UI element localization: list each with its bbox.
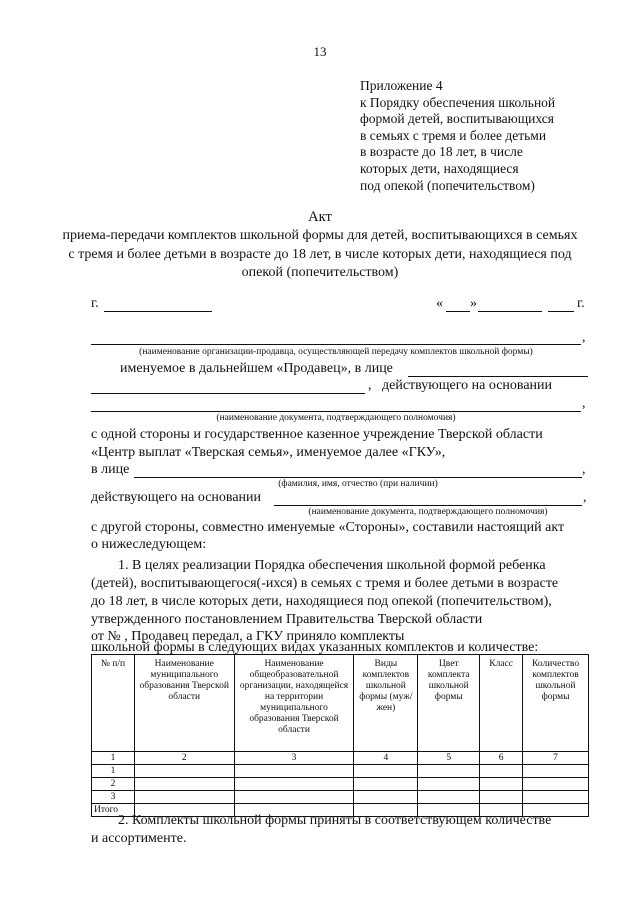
table-row xyxy=(92,778,589,791)
header-cell: Виды комплектов школьной формы (муж/жен) xyxy=(354,655,418,752)
item1-line: утвержденного постановлением Правительства Тверской области xyxy=(91,612,483,627)
appendix-line: к Порядку обеспечения школьной xyxy=(360,94,556,110)
seller-underline xyxy=(91,344,581,345)
appendix-line: в возрасте до 18 лет, в числе xyxy=(360,144,523,160)
date-day-underline xyxy=(446,311,470,312)
page-number: 13 xyxy=(313,44,327,59)
header-cell: Количество комплектов школьной формы xyxy=(523,655,589,752)
place-underline xyxy=(104,311,212,312)
table-cell xyxy=(354,791,418,804)
column-number: 3 xyxy=(234,752,354,765)
column-number: 4 xyxy=(354,752,418,765)
table-cell xyxy=(523,791,589,804)
row-number: 2 xyxy=(92,778,135,791)
date-year-underline xyxy=(548,311,574,312)
appendix-header xyxy=(360,78,555,194)
header-cell: Класс xyxy=(480,655,523,752)
item1-line: от № , Продавец передал, а ГКУ приняло комплекты xyxy=(91,629,405,644)
seller-caption: (наименование организации-продавца, осуществляющей передачу комплектов школьной формы) xyxy=(139,347,533,357)
item1-line: школьной формы в следующих видах указанных комплектов и количестве: xyxy=(91,640,539,655)
table-cell xyxy=(523,765,589,778)
appendix-line: которых дети, находящиеся xyxy=(360,160,519,176)
table-cell xyxy=(354,778,418,791)
table-cell xyxy=(234,778,354,791)
seller-person-underline-2 xyxy=(91,393,365,394)
other-side-text: с другой стороны, совместно именуемые «Стороны», составили настоящий акт xyxy=(91,520,565,535)
table-cell xyxy=(418,791,480,804)
other-side-text-2: о нижеследующем: xyxy=(91,537,207,552)
header-cell: № п/п xyxy=(92,655,135,752)
acting-basis: действующего на основании xyxy=(382,378,553,393)
year-suffix: г. xyxy=(577,296,585,311)
table-cell xyxy=(480,791,523,804)
item2-line: 2. Комплекты школьной формы приняты в соответствующем количестве xyxy=(118,813,552,828)
comma: , xyxy=(368,378,372,393)
table-cell xyxy=(134,778,234,791)
seller-line: именуемое в дальнейшем «Продавец», в лице xyxy=(120,361,393,376)
centre-text: «Центр выплат «Тверская семья», именуемое далее «ГКУ», xyxy=(91,445,446,460)
column-number: 1 xyxy=(92,752,135,765)
fio-underline xyxy=(134,477,582,478)
table-cell xyxy=(134,791,234,804)
column-number: 6 xyxy=(480,752,523,765)
comma: , xyxy=(582,396,586,411)
column-number-row xyxy=(92,752,589,765)
item1-line: (детей), воспитывающегося(-ихся) в семьях с тремя и более детьми в возрасте xyxy=(91,576,559,591)
table-cell xyxy=(523,778,589,791)
comma: , xyxy=(582,330,586,345)
doc-subtitle: приема-передачи комплектов школьной формы для детей, воспитывающихся в семьях с тремя и более детьми в возрасте до 18 лет, в числе которых дети, находящиеся под опекой (попечительством) xyxy=(62,228,578,280)
appendix-line: формой детей, воспитывающихся xyxy=(360,111,554,127)
item2-line: и ассортименте. xyxy=(91,831,187,846)
header-cell: Наименование общеобразовательной организации, находящейся на территории муниципального образования Тверской области xyxy=(234,655,354,752)
table-cell xyxy=(480,765,523,778)
seller-person-underline xyxy=(408,376,588,377)
column-number: 7 xyxy=(523,752,589,765)
table-cell xyxy=(418,778,480,791)
doc-caption: (наименование документа, подтверждающего полномочия) xyxy=(216,413,456,423)
column-number: 2 xyxy=(134,752,234,765)
appendix-line: в семьях с тремя и более детьми xyxy=(360,127,547,143)
appendix-line: под опекой (попечительством) xyxy=(360,177,535,193)
in-person-label: в лице xyxy=(91,462,130,477)
acting-basis-2: действующего на основании xyxy=(91,490,262,505)
header-cell: Наименование муниципального образования Тверской области xyxy=(134,655,234,752)
date-month-underline xyxy=(478,311,542,312)
row-number: 3 xyxy=(92,791,135,804)
item1-line: 1. В целях реализации Порядка обеспечения школьной формой ребенка xyxy=(118,558,546,573)
place-label: г. xyxy=(91,296,99,311)
date-close-quote: » xyxy=(470,296,477,311)
basis-underline xyxy=(91,411,581,412)
column-number: 5 xyxy=(418,752,480,765)
table-row xyxy=(92,765,589,778)
table-cell xyxy=(480,778,523,791)
item1-line: до 18 лет, в числе которых дети, находящиеся под опекой (попечительством), xyxy=(91,594,552,609)
basis2-underline xyxy=(274,505,582,506)
total-label: Итого xyxy=(92,804,135,817)
row-number: 1 xyxy=(92,765,135,778)
comma: , xyxy=(582,462,586,477)
table-cell xyxy=(134,765,234,778)
comma: , xyxy=(583,490,587,505)
table-cell xyxy=(234,791,354,804)
table-cell xyxy=(354,765,418,778)
one-side-text: с одной стороны и государственное казенное учреждение Тверской области xyxy=(91,427,543,442)
fio-caption: (фамилия, имя, отчество (при наличии) xyxy=(278,479,438,489)
appendix-line: Приложение 4 xyxy=(360,78,443,93)
header-cell: Цвет комплекта школьной формы xyxy=(418,655,480,752)
table-cell xyxy=(234,765,354,778)
table-header-row xyxy=(92,655,589,752)
table-cell xyxy=(418,765,480,778)
doc-title: Акт xyxy=(308,209,332,225)
doc-caption-2: (наименование документа, подтверждающего полномочия) xyxy=(308,507,548,517)
table-row xyxy=(92,791,589,804)
date-open-quote: « xyxy=(436,296,443,311)
kits-table xyxy=(91,654,589,817)
